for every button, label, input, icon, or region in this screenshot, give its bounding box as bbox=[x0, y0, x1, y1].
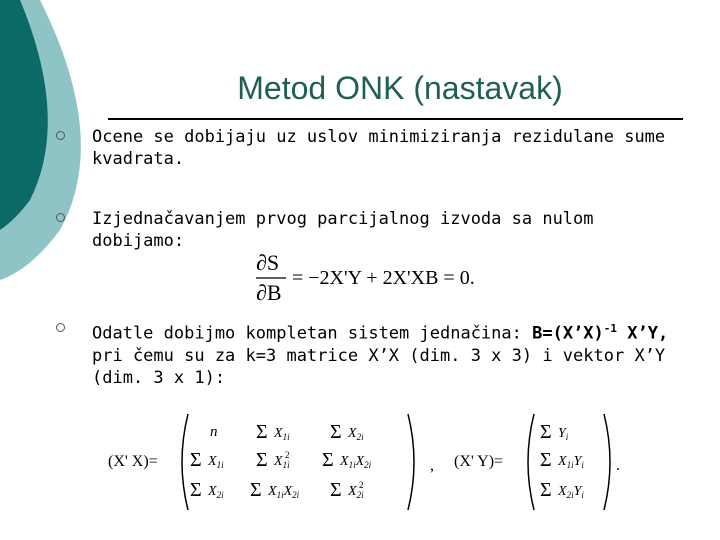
svg-text:Σ: Σ bbox=[256, 449, 268, 471]
svg-text:X1i: $X_{1i}$ bbox=[274, 454, 290, 470]
bullet-3-superscript: -1 bbox=[603, 322, 618, 335]
matrix-equation bbox=[108, 412, 628, 512]
svg-text:2: 2 bbox=[285, 450, 290, 460]
bullet-3-formula-b: B=(X’X) bbox=[532, 323, 604, 344]
xtx-cell-0-1 bbox=[256, 421, 290, 443]
svg-text:X1i: $X_{1i}$ bbox=[208, 454, 224, 470]
equation1-rhs: = −2X'Y + 2X'XB = 0. bbox=[292, 267, 475, 289]
svg-text:2: 2 bbox=[359, 480, 364, 490]
svg-text:Σ: Σ bbox=[322, 449, 334, 471]
xtx-cell-1-0 bbox=[190, 449, 224, 471]
svg-text:X1i: $X_{1i}$ bbox=[274, 426, 290, 442]
bullet-2-text: Izjednačavanjem prvog parcijalnog izvoda sa nulom dobijamo: bbox=[92, 209, 594, 251]
xtx-cell-1-2 bbox=[322, 449, 372, 471]
xty-cell-0 bbox=[540, 421, 569, 443]
partial-symbol: ∂ bbox=[256, 250, 267, 275]
svg-text:∂S bbox=[256, 250, 279, 275]
xtx-matrix bbox=[190, 421, 372, 501]
svg-text:X1iX2i: $X_{1i}X_{2i}$ bbox=[340, 454, 372, 470]
partial-symbol: ∂ bbox=[256, 280, 267, 304]
bullet-3-suffix: pri čemu su za k=3 matrice X’X (dim. 3 x 3) i vektor X’Y (dim. 3 x 1): bbox=[92, 345, 666, 388]
matrix-period: . bbox=[616, 457, 620, 474]
svg-text:X2i: $X_{2i}$ bbox=[348, 484, 364, 500]
bullet-marker bbox=[56, 323, 65, 332]
bullet-3-text bbox=[92, 318, 692, 389]
xty-cell-2 bbox=[540, 479, 584, 501]
svg-text:∂B bbox=[256, 280, 282, 304]
numerator-var: S bbox=[266, 250, 280, 275]
xty-vector bbox=[540, 421, 584, 501]
svg-text:Σ: Σ bbox=[540, 479, 552, 501]
xtx-cell-2-0 bbox=[190, 479, 224, 501]
svg-text:Σ: Σ bbox=[250, 479, 262, 501]
xtx-cell-0-0: n bbox=[210, 424, 218, 440]
denominator-var: B bbox=[266, 280, 282, 304]
xty-right-paren bbox=[604, 414, 610, 510]
xtx-right-paren bbox=[408, 414, 414, 510]
svg-text:Σ: Σ bbox=[190, 449, 202, 471]
svg-text:X1iYi: $X_{1i}Y_i$ bbox=[558, 454, 584, 470]
xtx-cell-2-2 bbox=[330, 479, 364, 501]
xtx-cell-0-2 bbox=[330, 421, 364, 443]
bullet-3-prefix: Odatle dobijmo kompletan sistem jednačina: bbox=[92, 323, 533, 344]
svg-text:Σ: Σ bbox=[540, 449, 552, 471]
xtx-cell-1-1 bbox=[256, 449, 290, 471]
svg-text:Σ: Σ bbox=[256, 421, 268, 443]
svg-text:X2i: $X_{2i}$ bbox=[208, 484, 224, 500]
xtx-label: (X' X)= bbox=[108, 453, 158, 470]
svg-text:X1iX2i: $X_{1i}X_{2i}$ bbox=[268, 484, 300, 500]
xtx-left-paren bbox=[182, 414, 188, 510]
bullet-3-formula-xy: X’Y, bbox=[627, 323, 669, 344]
derivative-equation bbox=[250, 248, 520, 304]
xty-cell-1 bbox=[540, 449, 584, 471]
svg-text:Σ: Σ bbox=[330, 421, 342, 443]
svg-text:Σ: Σ bbox=[330, 479, 342, 501]
svg-text:X2iYi: $X_{2i}Y_i$ bbox=[558, 484, 584, 500]
slide-title: Metod ONK (nastavak) bbox=[237, 70, 563, 106]
bullet-marker bbox=[56, 213, 65, 222]
bullet-1-text: Ocene se dobijaju uz uslov minimiziranja rezidulane sume kvadrata. bbox=[92, 127, 666, 169]
xty-label: (X' Y)= bbox=[454, 453, 504, 470]
xty-left-paren bbox=[528, 414, 534, 510]
title-underline bbox=[108, 118, 683, 120]
svg-text:X2i: $X_{2i}$ bbox=[348, 426, 364, 442]
svg-text:Yi: $Y_i$ bbox=[558, 426, 569, 442]
svg-text:Σ: Σ bbox=[190, 479, 202, 501]
xtx-cell-2-1 bbox=[250, 479, 300, 501]
bullet-marker bbox=[56, 131, 65, 140]
svg-text:Σ: Σ bbox=[540, 421, 552, 443]
matrix-comma: , bbox=[430, 457, 434, 474]
